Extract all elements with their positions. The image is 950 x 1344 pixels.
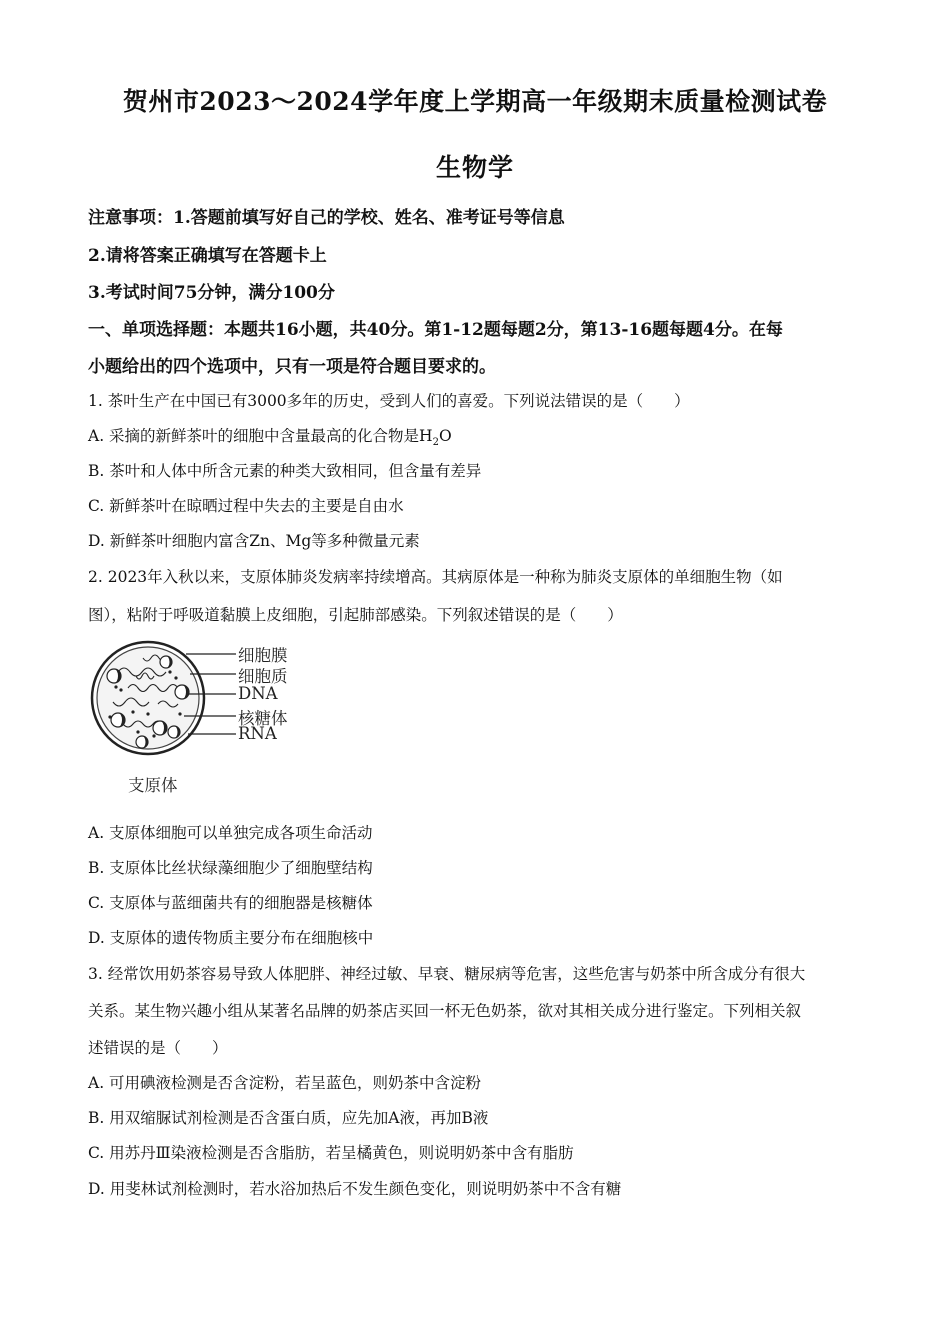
section-1-heading: 一、单项选择题：本题共16小题，共40分。第1-12题每题2分，第13-16题每题4分。在每 xyxy=(88,320,783,340)
notes-line-1: 注意事项：1.答题前填写好自己的学校、姓名、准考证号等信息 xyxy=(88,208,565,228)
option-a-text-end: O xyxy=(438,427,452,445)
question-3-option-b: B. 用双缩脲试剂检测是否含蛋白质，应先加A液，再加B液 xyxy=(88,1109,489,1127)
question-2-option-a: A. 支原体细胞可以单独完成各项生命活动 xyxy=(88,824,373,842)
question-1-option-b: B. 茶叶和人体中所含元素的种类大致相同，但含量有差异 xyxy=(88,462,482,480)
question-3-stem-end: 述错误的是（ ） xyxy=(88,1039,228,1057)
question-3-option-a: A. 可用碘液检测是否含淀粉，若呈蓝色，则奶茶中含淀粉 xyxy=(88,1074,482,1092)
notes-line-3: 3.考试时间75分钟，满分100分 xyxy=(88,283,335,303)
notes-line-2: 2.请将答案正确填写在答题卡上 xyxy=(88,246,327,266)
option-a-text: A. 采摘的新鲜茶叶的细胞中含量最高的化合物是H xyxy=(88,427,433,445)
question-3-stem-cont: 关系。某生物兴趣小组从某著名品牌的奶茶店买回一杯无色奶茶，欲对其相关成分进行鉴定。下列相关叙 xyxy=(88,1002,802,1020)
question-1-option-c: C. 新鲜茶叶在晾晒过程中失去的主要是自由水 xyxy=(88,497,404,515)
label-dna: DNA xyxy=(238,684,278,703)
figure-caption: 支原体 xyxy=(128,776,178,795)
subscript-2: 2 xyxy=(432,437,439,449)
label-rna: RNA xyxy=(238,724,277,743)
cell-membrane xyxy=(92,642,204,754)
exam-subject: 生物学 xyxy=(435,153,514,182)
question-3-option-c: C. 用苏丹Ⅲ染液检测是否含脂肪，若呈橘黄色，则说明奶茶中含有脂肪 xyxy=(88,1144,574,1162)
question-2-option-c: C. 支原体与蓝细菌共有的细胞器是核糖体 xyxy=(88,894,373,912)
exam-title: 贺州市2023～2024学年度上学期高一年级期末质量检测试卷 xyxy=(122,87,828,116)
question-1-option-a xyxy=(88,424,452,448)
question-2-stem: 2. 2023年入秋以来，支原体肺炎发病率持续增高。其病原体是一种称为肺炎支原体的单细胞生物（如 xyxy=(88,568,783,586)
mycoplasma-figure xyxy=(88,632,318,802)
section-1-heading-cont: 小题给出的四个选项中，只有一项是符合题目要求的。 xyxy=(88,357,496,377)
label-ribosome: 核糖体 xyxy=(238,709,288,728)
question-2-stem-cont: 图），粘附于呼吸道黏膜上皮细胞，引起肺部感染。下列叙述错误的是（ ） xyxy=(88,606,623,624)
label-cell-membrane: 细胞膜 xyxy=(238,646,288,665)
question-1-option-d: D. 新鲜茶叶细胞内富含Zn、Mg等多种微量元素 xyxy=(88,532,420,550)
question-3-option-d: D. 用斐林试剂检测时，若水浴加热后不发生颜色变化，则说明奶茶中不含有糖 xyxy=(88,1180,622,1198)
question-3-stem: 3. 经常饮用奶茶容易导致人体肥胖、神经过敏、早衰、糖尿病等危害，这些危害与奶茶中所含成分有很大 xyxy=(88,965,806,983)
label-cytoplasm: 细胞质 xyxy=(238,667,288,686)
question-1-stem: 1. 茶叶生产在中国已有3000多年的历史，受到人们的喜爱。下列说法错误的是（ ） xyxy=(88,392,690,410)
question-2-option-b: B. 支原体比丝状绿藻细胞少了细胞壁结构 xyxy=(88,859,373,877)
question-2-option-d: D. 支原体的遗传物质主要分布在细胞核中 xyxy=(88,929,374,947)
